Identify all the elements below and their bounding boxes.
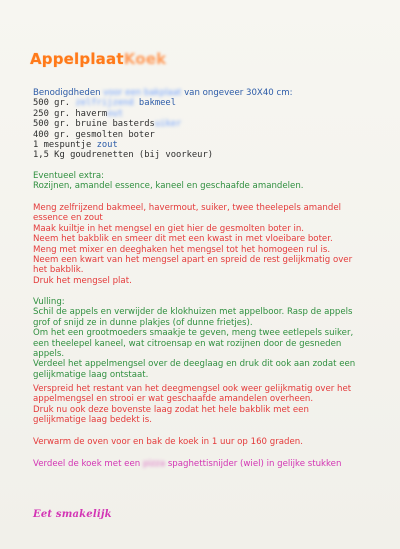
ingredient-item: 400 gr. gesmolten boter bbox=[33, 129, 155, 140]
filling-line: grof of snijd ze in dunne plakjes (of dunne frietjes). bbox=[33, 317, 253, 328]
spread-line: appelmengsel en strooi er wat geschaafde amandelen overheen. bbox=[33, 394, 314, 405]
spread-line: Druk nu ook deze bovenste laag zodat het hele bakblik met een bbox=[33, 404, 309, 415]
dough-line: Meng met mixer en deeghaken het mengsel tot het homogeen rul is. bbox=[33, 244, 331, 255]
dough-line: het bakblik. bbox=[33, 265, 84, 276]
filling-line: appels. bbox=[33, 349, 65, 360]
dough-line: Meng zelfrijzend bakmeel, havermout, suiker, twee theelepels amandel bbox=[33, 203, 342, 213]
ingredient-item: 1 mespuntje zout bbox=[33, 140, 118, 151]
extra-heading: Eventueel extra: bbox=[33, 171, 105, 181]
dough-line: Neem een kwart van het mengsel apart en spreid de rest gelijkmatig over bbox=[33, 255, 353, 266]
ingredient-item: 1,5 Kg goudrenetten (bij voorkeur) bbox=[33, 150, 214, 161]
spread-line: Verspreid het restant van het deegmengsel ook weer gelijkmatig over het bbox=[33, 384, 352, 394]
ingredient-item: 250 gr. havermout bbox=[33, 108, 124, 119]
dough-line: essence en zout bbox=[33, 213, 103, 224]
filling-line: Schil de appels en verwijder de klokhuizen met appelboor. Rasp de appels bbox=[33, 307, 353, 318]
ingredient-item: 500 gr. bruine basterdsuiker bbox=[33, 119, 182, 130]
bake-instruction: Verwarm de oven voor en bak de koek in 1 uur op 160 graden. bbox=[33, 437, 303, 447]
filling-line: Verdeel het appelmengsel over de deeglaag en druk dit ook aan zodat een bbox=[33, 359, 356, 370]
title-main: Appelplaat bbox=[30, 50, 124, 68]
page-title bbox=[30, 50, 166, 68]
ingredients-section bbox=[33, 88, 292, 161]
closing-greeting: Eet smakelijk bbox=[33, 509, 112, 520]
filling-line: Om het een grootmoeders smaakje te geven, meng twee eetlepels suiker, bbox=[33, 328, 354, 339]
extra-text: Rozijnen, amandel essence, kaneel en geschaafde amandelen. bbox=[33, 181, 304, 192]
filling-line: gelijkmatige laag ontstaat. bbox=[33, 369, 149, 380]
extra-section bbox=[33, 171, 304, 192]
filling-heading: Vulling: bbox=[33, 297, 65, 307]
title-blurred: Koek bbox=[123, 50, 167, 68]
serve-instruction: Verdeel de koek met een pizza spaghettisnijder (wiel) in gelijke stukken bbox=[33, 459, 342, 469]
filling-section bbox=[33, 297, 355, 380]
spread-line: gelijkmatige laag bedekt is. bbox=[33, 415, 153, 426]
dough-line: Druk het mengsel plat. bbox=[33, 275, 132, 286]
filling-line: een theelepel kaneel, wat citroensap en wat rozijnen door de gesneden bbox=[33, 338, 342, 349]
spread-section bbox=[33, 384, 351, 426]
dough-line: Neem het bakblik en smeer dit met een kwast in met vloeibare boter. bbox=[33, 234, 333, 245]
ingredient-item: 500 gr. zelfrijzend bakmeel bbox=[33, 98, 177, 109]
dough-line: Maak kuiltje in het mengsel en giet hier de gesmolten boter in. bbox=[33, 223, 305, 234]
dough-section bbox=[33, 203, 352, 286]
ingredients-intro: Benodigdheden voor een bakplaat van ongeveer 30X40 cm: bbox=[33, 88, 293, 98]
